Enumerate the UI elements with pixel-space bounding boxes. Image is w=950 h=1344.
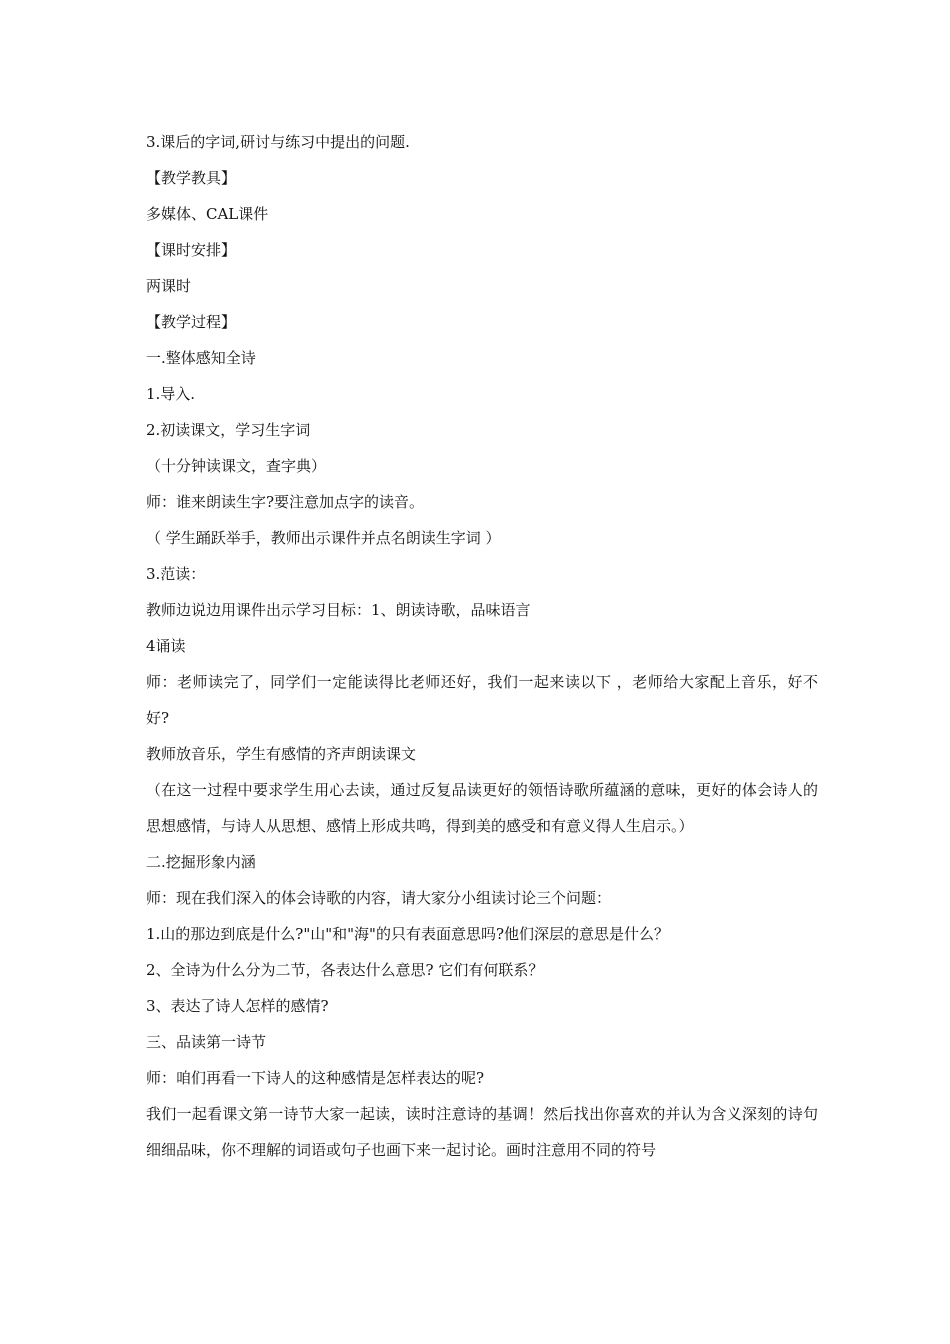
text-line: 3.范读：: [146, 565, 206, 583]
section-heading: 【教学过程】: [146, 313, 237, 331]
paragraph: （在这一过程中要求学生用心去读，通过反复品读更好的领悟诗歌所蕴涵的意味，更好的体会诗人的思想感情，与诗人从思想、感情上形成共鸣，得到美的感受和有意义得人生启示。）: [146, 781, 818, 835]
text-line: （ 学生踊跃举手，教师出示课件并点名朗读生字词 ）: [146, 529, 501, 547]
text-line: 师：谁来朗读生字?要注意加点字的读音。: [146, 493, 425, 511]
text-line: 2.初读课文，学习生字词: [146, 421, 311, 439]
text-line: 3.课后的字词,研讨与练习中提出的问题.: [146, 133, 410, 151]
text-line: 1.导入.: [146, 385, 196, 403]
section-heading: 【课时安排】: [146, 241, 237, 259]
text-line: 2、全诗为什么分为二节，各表达什么意思? 它们有何联系？: [146, 961, 544, 979]
text-line: 4诵读: [146, 637, 186, 655]
document-body: [146, 124, 818, 1168]
text-line: （十分钟读课文，查字典）: [146, 457, 327, 475]
subsection-heading: 三、品读第一诗节: [146, 1033, 267, 1051]
text-line: 3、表达了诗人怎样的感情?: [146, 997, 329, 1015]
text-line: 教师边说边用课件出示学习目标：1、朗读诗歌，品味语言: [146, 601, 531, 619]
text-line: 师：现在我们深入的体会诗歌的内容，请大家分小组读讨论三个问题：: [146, 889, 612, 907]
text-line: 多媒体、CAL课件: [146, 205, 269, 223]
text-line: 教师放音乐，学生有感情的齐声朗读课文: [146, 745, 417, 763]
text-line: 师：咱们再看一下诗人的这种感情是怎样表达的呢?: [146, 1069, 485, 1087]
text-line: 1.山的那边到底是什么?"山"和"海"的只有表面意思吗?他们深层的意思是什么？: [146, 925, 669, 943]
section-heading: 【教学教具】: [146, 169, 237, 187]
text-line: 两课时: [146, 277, 192, 295]
paragraph: 我们一起看课文第一诗节大家一起读，读时注意诗的基调！然后找出你喜欢的并认为含义深刻的诗句细细品味，你不理解的词语或句子也画下来一起讨论。画时注意用不同的符号: [146, 1105, 818, 1159]
paragraph: 师：老师读完了，同学们一定能读得比老师还好，我们一起来读以下 ，老师给大家配上音乐，好不好?: [146, 673, 818, 727]
subsection-heading: 二.挖掘形象内涵: [146, 853, 256, 871]
subsection-heading: 一.整体感知全诗: [146, 349, 256, 367]
